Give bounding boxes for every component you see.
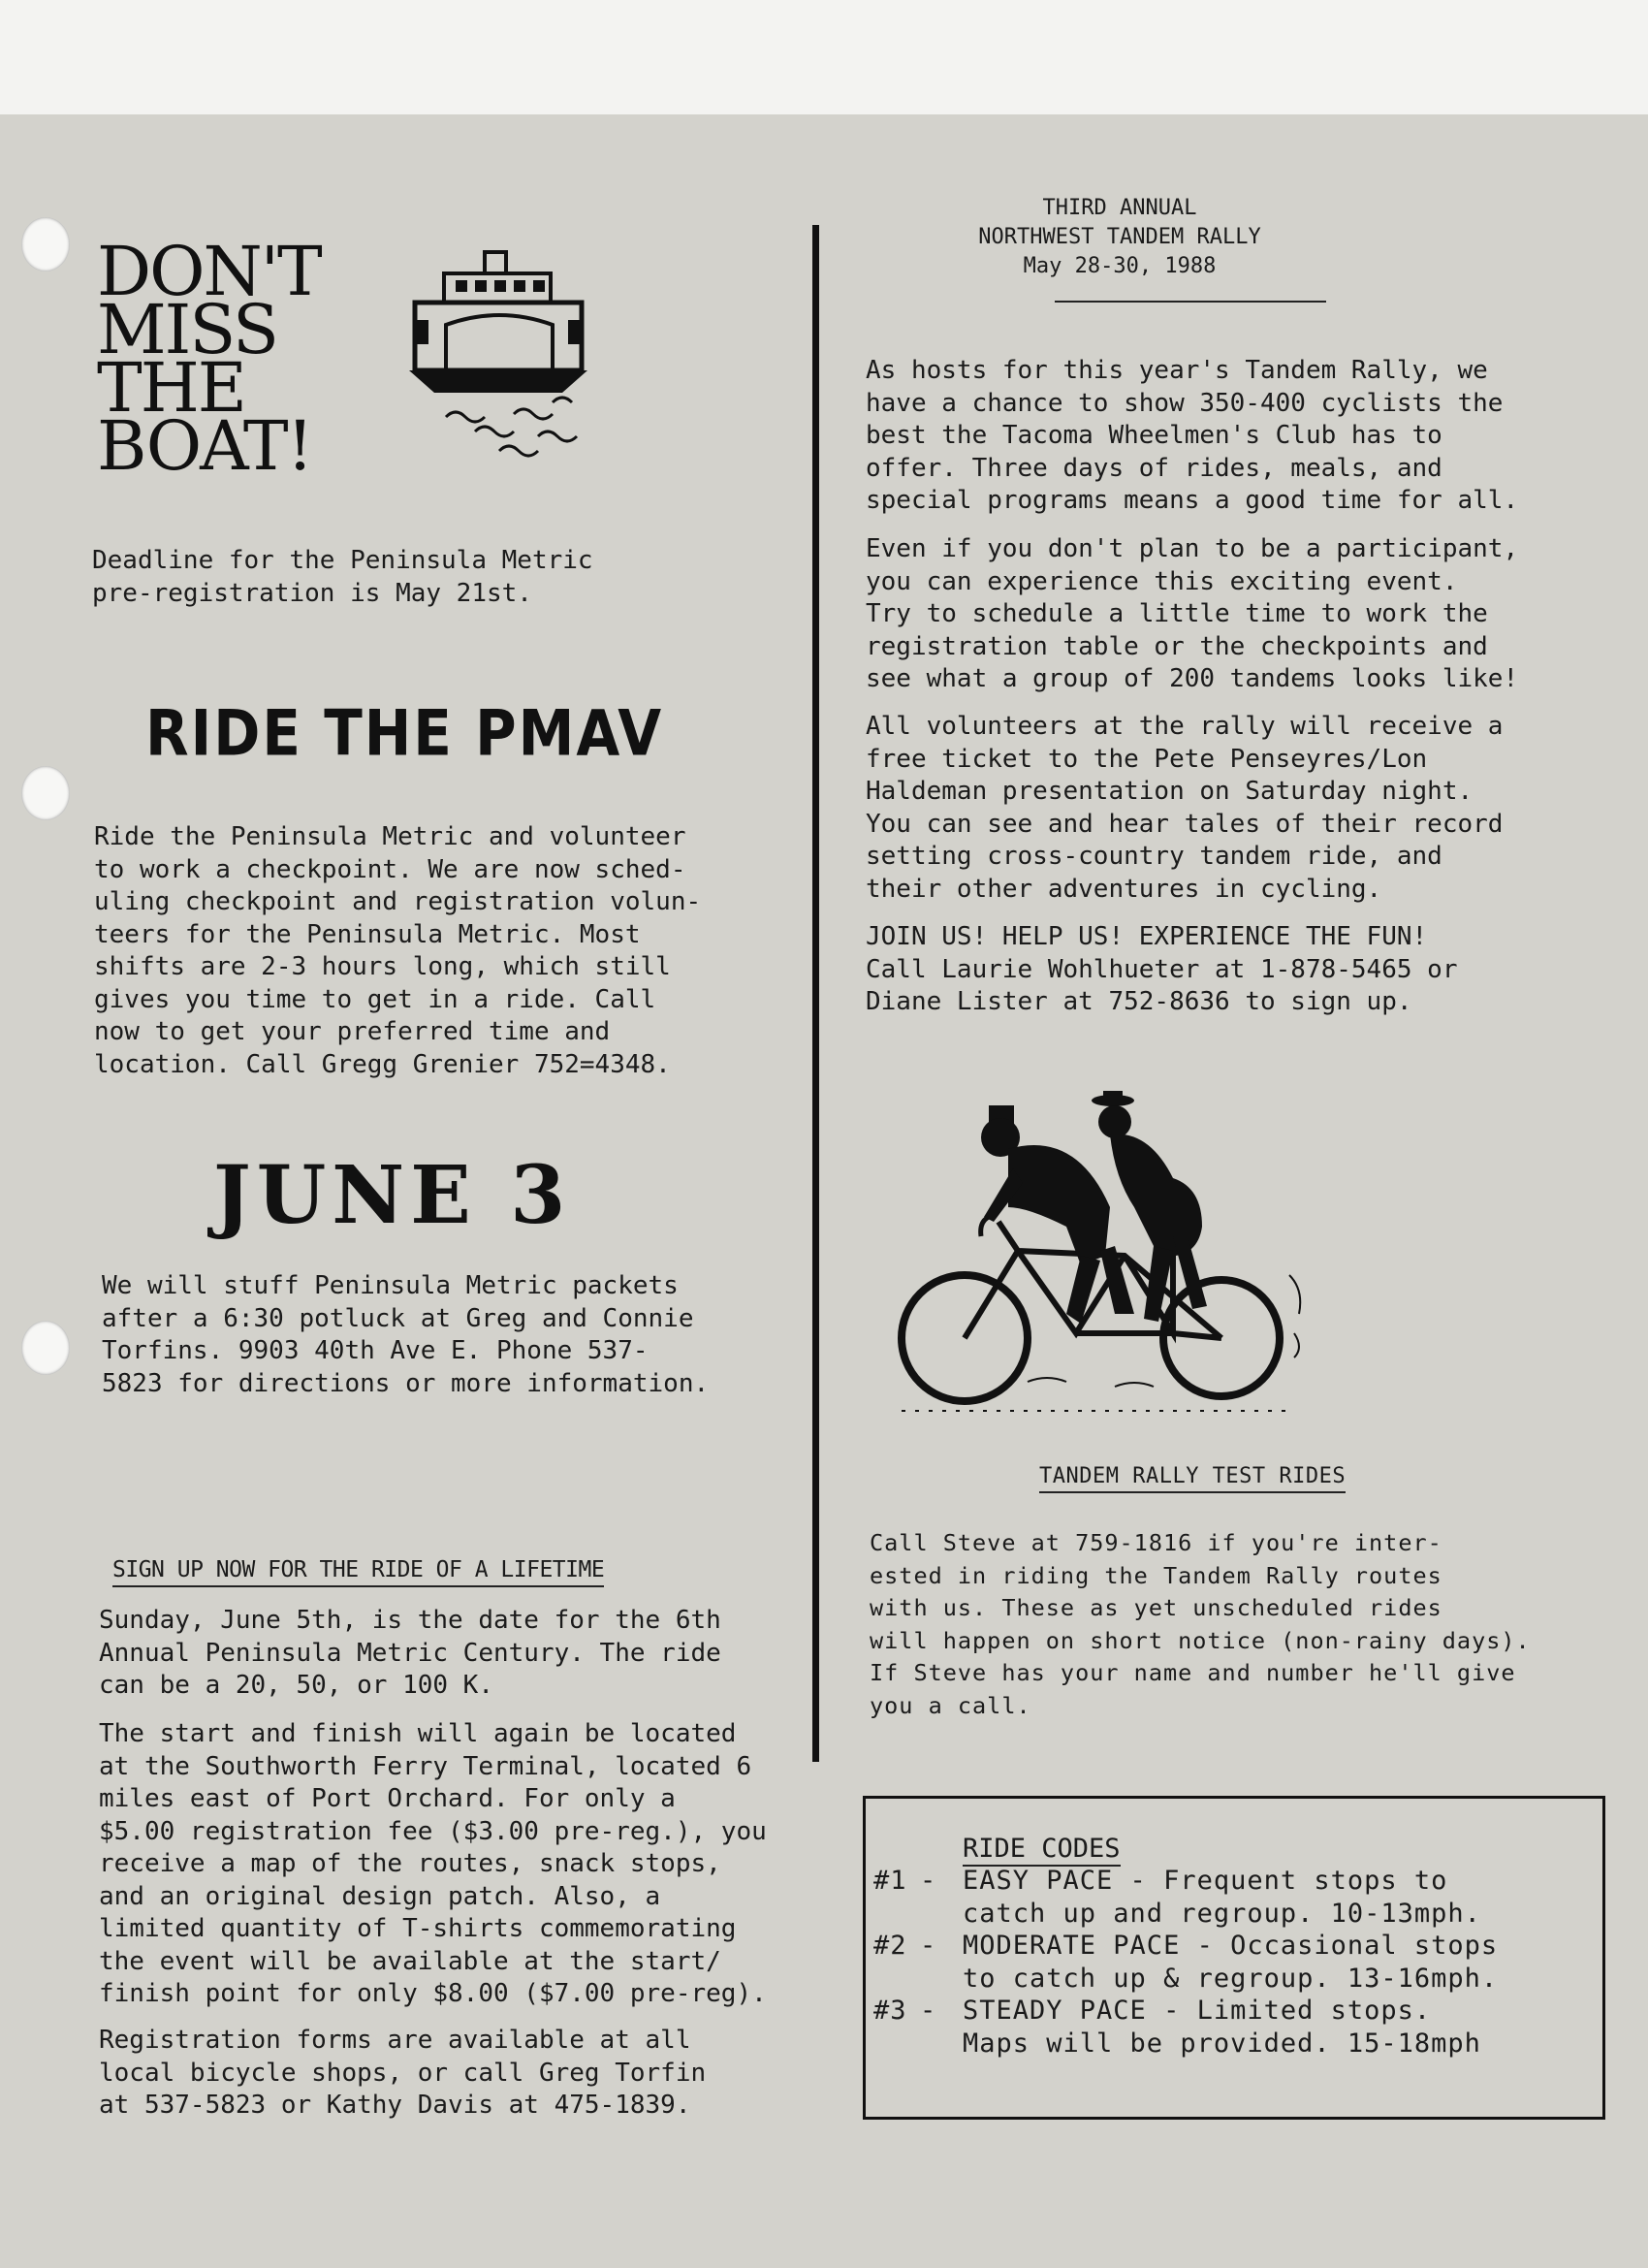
ride-codes-list <box>873 1865 1498 2060</box>
binder-hole-top <box>21 217 70 272</box>
ride-code-number: #1 <box>873 1866 907 1896</box>
ride-codes-heading: RIDE CODES <box>963 1834 1121 1867</box>
rally-title: THIRD ANNUAL NORTHWEST TANDEM RALLY May 28-30, 1988 <box>978 196 1261 278</box>
ride-code-number: #3 <box>873 1996 907 2026</box>
column-divider <box>812 225 819 1762</box>
boat-heading-line: DON'T <box>97 232 321 311</box>
deadline-text: Deadline for the Peninsula Metric pre-registration is May 21st. <box>92 546 593 608</box>
ride-code-description: MODERATE PACE - Occasional stops to catch up & regroup. 13-16mph. <box>963 1931 1499 1994</box>
ride-code-item <box>873 1865 1498 1930</box>
binder-hole-bottom <box>21 1321 70 1375</box>
binder-hole-middle <box>21 766 70 820</box>
pmav-text: Ride the Peninsula Metric and volunteer to work a checkpoint. We are now sched- uling checkpoint and registration volun- teers for the Peninsula Metric. Most shifts are 2-3 hours long, which still gives you time to get in a ride. Call now to get your preferred time and location. Call Gregg Grenier 752=4348. <box>94 822 702 1079</box>
signup-heading: SIGN UP NOW FOR THE RIDE OF A LIFETIME <box>112 1555 604 1587</box>
boat-heading-line: MISS <box>97 290 278 369</box>
ride-code-dash: - <box>920 1996 937 2026</box>
ride-code-dash: - <box>920 1866 937 1896</box>
rally-paragraph-1: As hosts for this year's Tandem Rally, we have a chance to show 350-400 cyclists the best the Tacoma Wheelmen's Club has to offer. Three days of rides, meals, and special programs means a good time for all. <box>866 356 1519 515</box>
ride-code-item <box>873 1995 1498 2060</box>
dont-miss-the-boat-heading <box>97 232 321 486</box>
ride-code-item <box>873 1930 1498 1995</box>
boat-heading-line: BOAT! <box>97 406 312 486</box>
rally-paragraph-4: JOIN US! HELP US! EXPERIENCE THE FUN! Call Laurie Wohlhueter at 1-878-5465 or Diane Lister at 752-8636 to sign up. <box>866 922 1458 1016</box>
signup-paragraph-1: Sunday, June 5th, is the date for the 6th Annual Peninsula Metric Century. The ride can be a 20, 50, or 100 K. <box>99 1606 721 1700</box>
june-text: We will stuff Peninsula Metric packets after a 6:30 potluck at Greg and Connie Torfins. 9903 40th Ave E. Phone 537- 5823 for directions or more information. <box>102 1271 710 1398</box>
ride-code-number: #2 <box>873 1931 907 1961</box>
rally-paragraph-3: All volunteers at the rally will receive a free ticket to the Pete Penseyres/Lon Haldeman presentation on Saturday night. You can see and hear tales of their record setting cross-country tandem ride, and their other adventures in cycling. <box>866 712 1504 904</box>
test-rides-text: Call Steve at 759-1816 if you're inter- ested in riding the Tandem Rally routes with us. These as yet unscheduled rides will happen on short notice (non-rainy days). If Steve has your name and number he'll give you a call. <box>870 1529 1531 1719</box>
signup-paragraph-3: Registration forms are available at all local bicycle shops, or call Greg Torfin at 537-5823 or Kathy Davis at 475-1839. <box>99 2026 707 2120</box>
test-rides-heading: TANDEM RALLY TEST RIDES <box>1039 1462 1346 1493</box>
ferry-boat-icon <box>407 247 601 480</box>
ride-code-description: EASY PACE - Frequent stops to catch up and regroup. 10-13mph. <box>963 1866 1481 1929</box>
rally-title-rule <box>1055 301 1326 303</box>
ride-code-dash: - <box>920 1931 937 1961</box>
ride-the-pmav-heading: RIDE THE PMAV <box>145 695 664 771</box>
boat-heading-line: THE <box>97 348 245 428</box>
signup-paragraph-2: The start and finish will again be located at the Southworth Ferry Terminal, located 6 miles east of Port Orchard. For only a $5.00 registration fee ($3.00 pre-reg.), you receive a map of the routes, snack stops, and an original design patch. Also, a limited quantity of T-shirts commemorating the event will be available at the start/ finish point for only $8.00 ($7.00 pre-reg). <box>99 1719 767 2008</box>
june-3-heading: JUNE 3 <box>213 1149 572 1242</box>
rally-paragraph-2: Even if you don't plan to be a participant, you can experience this exciting event. Try to schedule a little time to work the registration table or the checkpoints and see what a group of 200 tandems looks like! <box>866 534 1519 693</box>
ride-codes-box <box>863 1796 1605 2120</box>
tandem-bicycle-illustration <box>882 1091 1386 1421</box>
ride-code-description: STEADY PACE - Limited stops. Maps will be provided. 15-18mph <box>963 1996 1481 2059</box>
